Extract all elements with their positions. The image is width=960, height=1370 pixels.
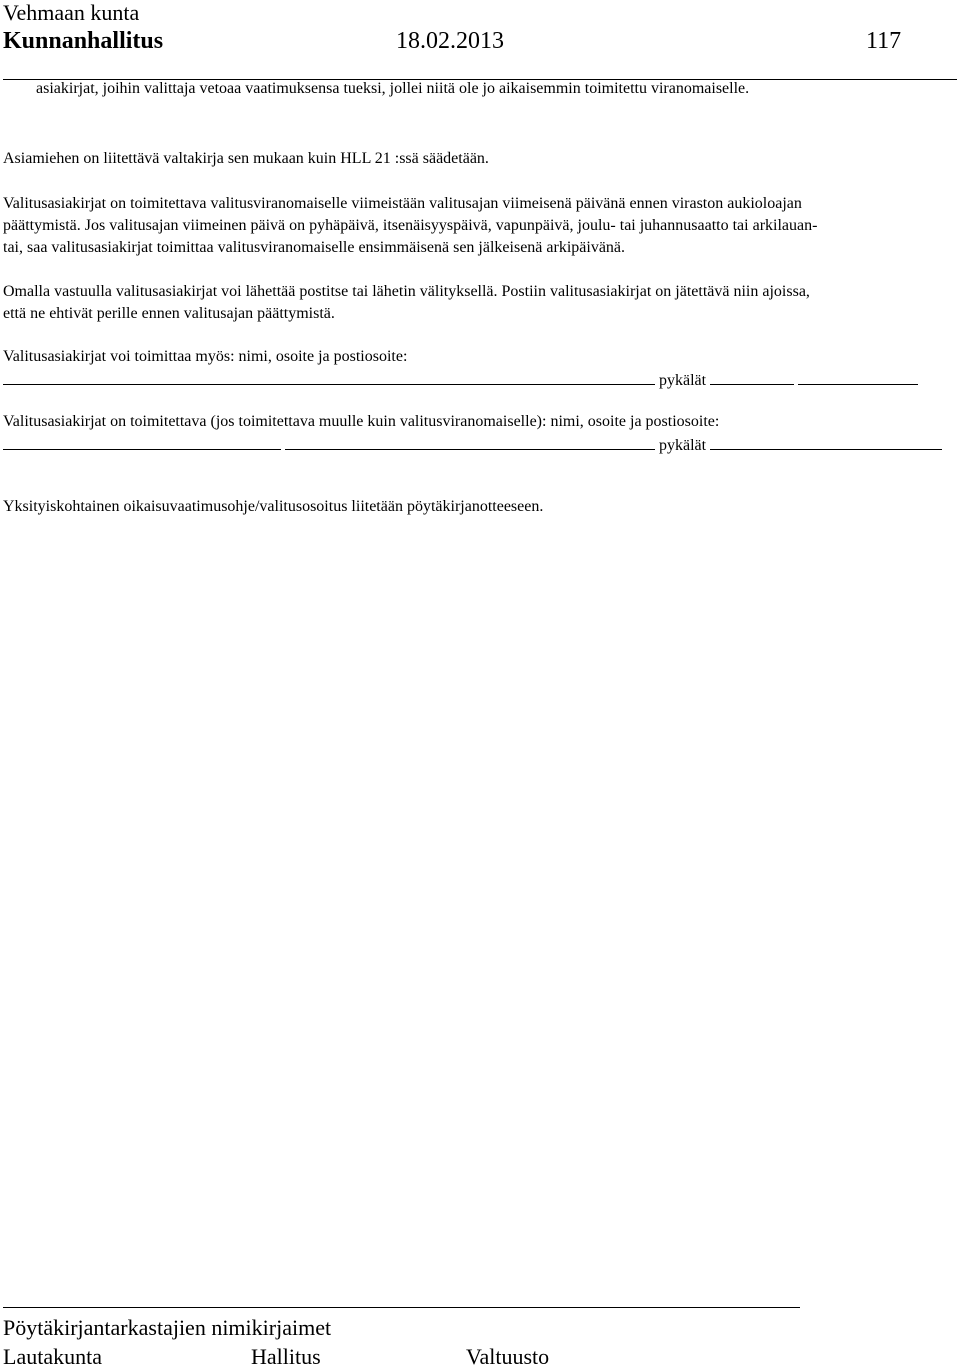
submit-to-address-blank[interactable] bbox=[3, 368, 655, 385]
paragraph-continued: asiakirjat, joihin valittaja vetoaa vaatimuksensa tueksi, jollei niitä ole jo aikaisemmin toimitettu viranomaiselle. bbox=[36, 80, 750, 97]
submit-to-fields bbox=[3, 368, 918, 392]
pykalat-label: pykälät bbox=[659, 372, 707, 389]
paragraph-deadline-line: päättymistä. Jos valitusajan viimeinen päivä on pyhäpäivä, itsenäisyyspäivä, vapunpäivä, joulu- tai juhannusaatto tai arkilauan- bbox=[3, 217, 818, 234]
paragraph-post-line: Omalla vastuulla valitusasiakirjat voi lähettää postitse tai lähetin välityksellä. Postiin valitusasiakirjat on jätettävä niin ajoissa, bbox=[3, 283, 810, 300]
pykalat-blank[interactable] bbox=[798, 368, 918, 385]
footer-title: Pöytäkirjantarkastajien nimikirjaimet bbox=[3, 1315, 332, 1340]
meeting-date: 18.02.2013 bbox=[396, 28, 504, 54]
deliver-to-label: Valitusasiakirjat on toimitettava (jos toimitettava muulle kuin valitusviranomaiselle): nimi, osoite ja postiosoite: bbox=[3, 413, 720, 430]
paragraph-proxy: Asiamiehen on liitettävä valtakirja sen mukaan kuin HLL 21 :ssä säädetään. bbox=[3, 150, 489, 167]
footer-column-lautakunta: Lautakunta bbox=[3, 1344, 102, 1369]
municipality-name: Vehmaan kunta bbox=[3, 0, 140, 25]
paragraph-post-line: että ne ehtivät perille ennen valitusajan päättymistä. bbox=[3, 305, 335, 322]
paragraph-post bbox=[3, 281, 810, 325]
paragraph-deadline bbox=[3, 193, 817, 259]
body-name: Kunnanhallitus bbox=[3, 28, 164, 54]
paragraph-deadline-line: Valitusasiakirjat on toimitettava valitusviranomaiselle viimeistään valitusajan viimeisenä päivänä ennen viraston aukioloajan bbox=[3, 195, 802, 212]
footer-column-hallitus: Hallitus bbox=[251, 1344, 321, 1369]
deliver-to-fields bbox=[3, 433, 942, 457]
page-number: 117 bbox=[866, 28, 902, 54]
submit-to-label: Valitusasiakirjat voi toimittaa myös: nimi, osoite ja postiosoite: bbox=[3, 348, 408, 365]
footer-column-valtuusto: Valtuusto bbox=[466, 1344, 550, 1369]
footer-divider bbox=[3, 1307, 800, 1308]
deliver-to-address-blank[interactable] bbox=[285, 433, 655, 450]
paragraph-deadline-line: tai, saa valitusasiakirjat toimittaa valitusviranomaiselle ensimmäisenä sen jälkeisenä arkipäivänä. bbox=[3, 239, 626, 256]
closing-note: Yksityiskohtainen oikaisuvaatimusohje/valitusosoitus liitetään pöytäkirjanotteeseen. bbox=[3, 498, 544, 515]
pykalat-blank[interactable] bbox=[710, 368, 794, 385]
deliver-to-name-blank[interactable] bbox=[3, 433, 281, 450]
pykalat-label: pykälät bbox=[659, 437, 707, 454]
pykalat-blank[interactable] bbox=[710, 433, 942, 450]
